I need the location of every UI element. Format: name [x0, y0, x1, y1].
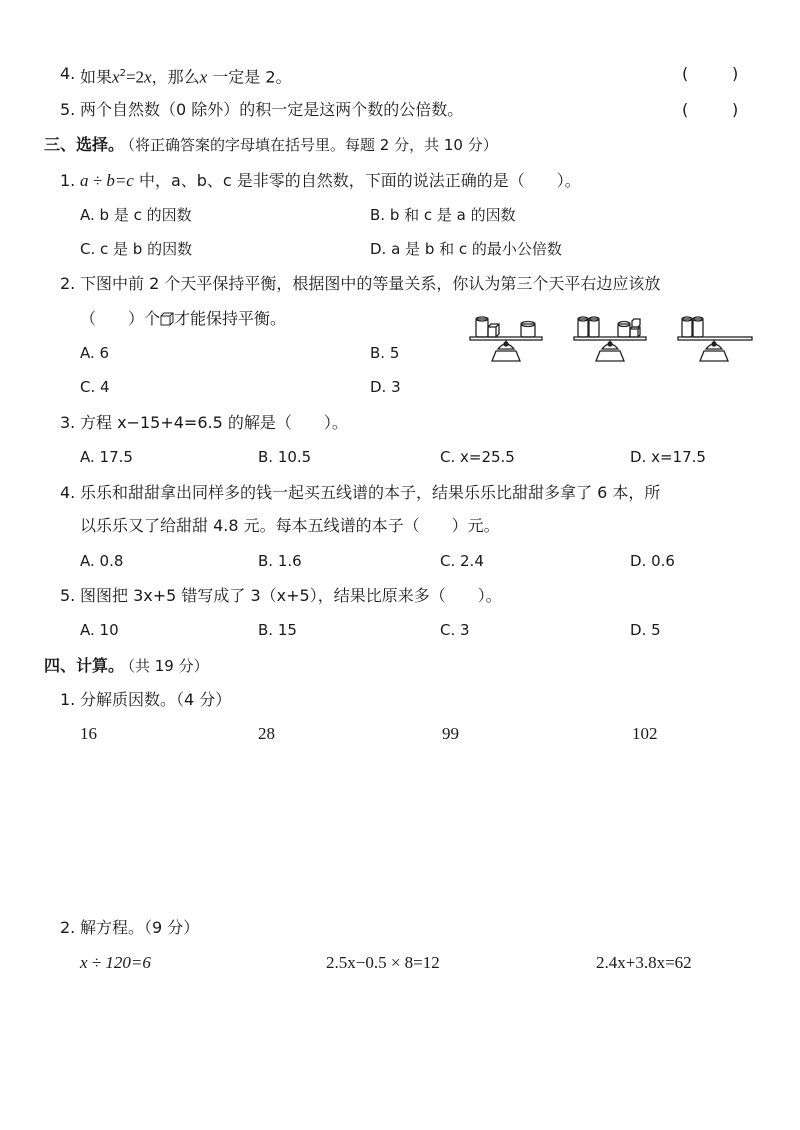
option-d[interactable]: D. 5 — [630, 621, 661, 639]
question-number: 1. — [60, 171, 76, 190]
option-d[interactable]: D. 3 — [370, 378, 401, 396]
choice-q3-options — [0, 445, 800, 475]
choice-q1-options-row2 — [0, 237, 800, 267]
option-c[interactable]: C. c 是 b 的因数 — [80, 240, 193, 258]
question-text: 方程 x−15+4=6.5 的解是（ ）。 — [80, 413, 348, 432]
answer-paren-left[interactable]: ( — [682, 100, 689, 119]
answer-paren-right[interactable]: ) — [732, 100, 739, 119]
calc-q1 — [0, 688, 800, 718]
option-b[interactable]: B. b 和 c 是 a 的因数 — [370, 206, 516, 224]
option-a[interactable]: A. 10 — [80, 621, 119, 639]
option-b[interactable]: B. 5 — [370, 344, 400, 362]
choice-q2 — [0, 272, 800, 302]
option-c[interactable]: C. 4 — [80, 378, 110, 396]
question-text: 分解质因数。（4 分） — [80, 690, 232, 709]
option-d[interactable]: D. a 是 b 和 c 的最小公倍数 — [370, 240, 562, 258]
option-a[interactable]: A. 17.5 — [80, 448, 133, 466]
equation-item: 2.4x+3.8x=62 — [596, 953, 692, 972]
calc-q2 — [0, 916, 800, 946]
question-number: 4. — [60, 64, 76, 83]
question-text: 如果$x^2=2x$，那么x 一定是 2。 — [80, 67, 292, 87]
question-text: a ÷ b=c 中，a、b、c 是非零的自然数，下面的说法正确的是（ ）。 — [80, 171, 581, 190]
choice-q4 — [0, 481, 800, 511]
choice-q4-line2 — [0, 514, 800, 544]
choice-q5 — [0, 584, 800, 614]
option-a[interactable]: A. b 是 c 的因数 — [80, 206, 192, 224]
choice-q4-options — [0, 549, 800, 579]
section-choice-heading — [0, 133, 800, 163]
question-number: 1. — [60, 690, 76, 709]
answer-paren-left[interactable]: ( — [682, 64, 689, 83]
question-number: 2. — [60, 918, 76, 937]
option-b[interactable]: B. 1.6 — [258, 552, 302, 570]
equation-item: 2.5x−0.5 × 8=12 — [326, 953, 440, 972]
option-a[interactable]: A. 6 — [80, 344, 110, 362]
option-a[interactable]: A. 0.8 — [80, 552, 124, 570]
equation-item: x ÷ 120=6 — [80, 953, 151, 972]
choice-q1-options-row1 — [0, 203, 800, 233]
answer-paren-right[interactable]: ) — [732, 64, 739, 83]
question-text-line2: 以乐乐又了给甜甜 4.8 元。每本五线谱的本子（ ）元。 — [80, 516, 500, 535]
choice-q2-options-row1 — [0, 341, 800, 371]
question-text: 图图把 3x+5 错写成了 3（x+5），结果比原来多（ ）。 — [80, 586, 502, 605]
choice-q2-options-row2 — [0, 375, 800, 405]
factor-item: 28 — [258, 724, 275, 743]
option-c[interactable]: C. 2.4 — [440, 552, 484, 570]
calc-q1-items — [0, 722, 800, 752]
factor-item: 102 — [632, 724, 658, 743]
option-b[interactable]: B. 15 — [258, 621, 297, 639]
question-text-line1: 下图中前 2 个天平保持平衡，根据图中的等量关系，你认为第三个天平右边应该放 — [80, 274, 661, 293]
choice-q3 — [0, 411, 800, 441]
option-b[interactable]: B. 10.5 — [258, 448, 312, 466]
question-text: 两个自然数（0 除外）的积一定是这两个数的公倍数。 — [80, 100, 464, 119]
option-c[interactable]: C. 3 — [440, 621, 470, 639]
question-number: 3. — [60, 413, 76, 432]
section-note: （共 19 分） — [120, 657, 209, 675]
factor-item: 16 — [80, 724, 97, 743]
judge-item-4 — [0, 62, 800, 92]
judge-item-5 — [0, 98, 800, 128]
question-number: 5. — [60, 586, 76, 605]
question-number: 5. — [60, 100, 76, 119]
question-text: 解方程。（9 分） — [80, 918, 200, 937]
option-d[interactable]: D. 0.6 — [630, 552, 675, 570]
question-number: 2. — [60, 274, 76, 293]
section-note: （将正确答案的字母填在括号里。每题 2 分，共 10 分） — [120, 136, 498, 154]
choice-q5-options — [0, 618, 800, 648]
option-d[interactable]: D. x=17.5 — [630, 448, 706, 466]
section-title: 三、选择。 — [44, 135, 125, 154]
factor-item: 99 — [442, 724, 459, 743]
cube-icon — [160, 312, 174, 326]
calc-q2-items — [0, 951, 800, 981]
question-number: 4. — [60, 483, 76, 502]
option-c[interactable]: C. x=25.5 — [440, 448, 515, 466]
section-calc-heading — [0, 654, 800, 684]
choice-q1 — [0, 169, 800, 199]
question-text-line1: 乐乐和甜甜拿出同样多的钱一起买五线谱的本子，结果乐乐比甜甜多拿了 6 本，所 — [80, 483, 661, 502]
section-title: 四、计算。 — [44, 656, 125, 675]
question-text-line2: （ ）个 才能保持平衡。 — [80, 309, 287, 328]
